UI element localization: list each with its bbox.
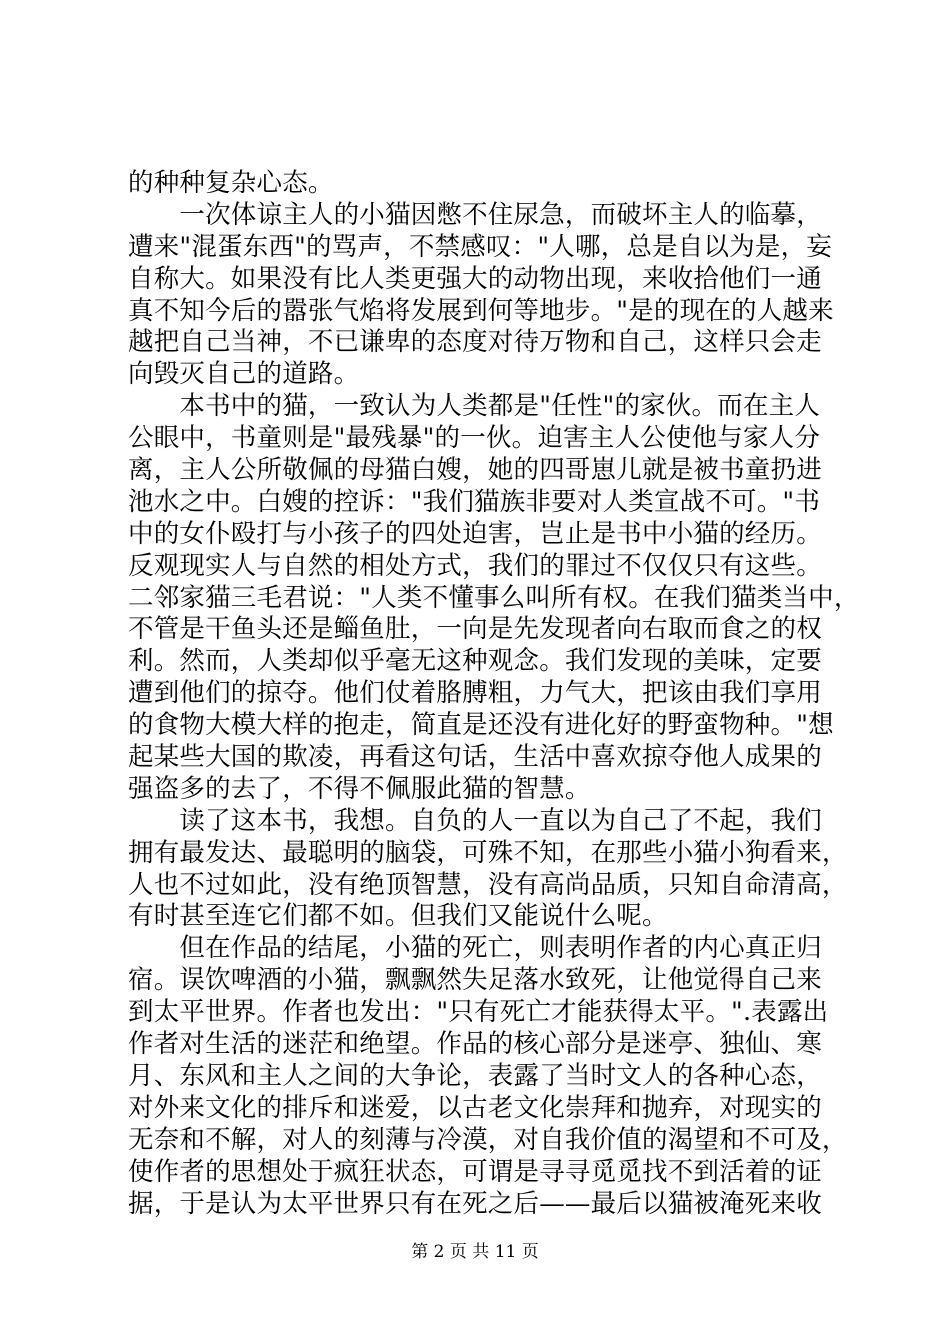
- text-line: 强盗多的去了，不得不佩服此猫的智慧。: [128, 773, 591, 804]
- text-line: 有时甚至连它们都不如。但我们又能说什么呢。: [128, 901, 668, 932]
- document-body: [128, 168, 860, 1220]
- text-line: 池水之中。白嫂的控诉："我们猫族非要对人类宣战不可。"书: [128, 486, 821, 517]
- text-line: 遭到他们的掠夺。他们仗着胳膊粗，力气大，把该由我们享用: [128, 678, 822, 709]
- text-line: 人也不过如此，没有绝顶智慧，没有高尚品质，只知自命清高，: [128, 869, 848, 900]
- text-line: 的食物大模大样的抱走，简直是还没有进化好的野蛮物种。"想: [128, 710, 834, 741]
- text-line: 自称大。如果没有比人类更强大的动物出现，来收拾他们一通: [128, 263, 822, 294]
- text-line: 但在作品的结尾，小猫的死亡，则表明作者的内心真正归: [128, 933, 822, 964]
- text-line: 利。然而，人类却似乎毫无这种观念。我们发现的美味，定要: [128, 646, 822, 677]
- text-line: 本书中的猫，一致认为人类都是"任性"的家伙。而在主人: [128, 391, 821, 422]
- text-line: 向毁灭自己的道路。: [128, 359, 360, 390]
- text-line: 二邻家猫三毛君说："人类不懂事么叫所有权。在我们猫类当中，: [128, 582, 860, 613]
- text-line: 反观现实人与自然的相处方式，我们的罪过不仅仅只有这些。: [128, 550, 822, 581]
- text-line: 宿。误饮啤酒的小猫，飘飘然失足落水致死，让他觉得自己来: [128, 965, 822, 996]
- text-line: 离，主人公所敬佩的母猫白嫂，她的四哥崽儿就是被书童扔进: [128, 455, 822, 486]
- text-line: 读了这本书，我想。自负的人一直以为自己了不起，我们: [128, 805, 822, 836]
- text-line: 拥有最发达、最聪明的脑袋，可殊不知，在那些小猫小狗看来，: [128, 837, 848, 868]
- text-line: 据，于是认为太平世界只有在死之后——最后以猫被淹死来收: [128, 1188, 822, 1219]
- text-line: 越把自己当神，不已谦卑的态度对待万物和自己，这样只会走: [128, 327, 822, 358]
- text-line: 使作者的思想处于疯狂状态，可谓是寻寻觅觅找不到活着的证: [128, 1156, 822, 1187]
- text-line: 真不知今后的嚣张气焰将发展到何等地步。"是的现在的人越来: [128, 295, 834, 326]
- text-line: 一次体谅主人的小猫因憋不住尿急，而破坏主人的临摹，: [128, 199, 822, 230]
- text-line: 作者对生活的迷茫和绝望。作品的核心部分是迷亭、独仙、寒: [128, 1029, 822, 1060]
- text-line: 遭来"混蛋东西"的骂声，不禁感叹："人哪，总是自以为是，妄: [128, 231, 832, 262]
- text-line: 起某些大国的欺凌，再看这句话，生活中喜欢掠夺他人成果的: [128, 742, 822, 773]
- text-line: 无奈和不解，对人的刻薄与冷漠，对自我价值的渴望和不可及，: [128, 1124, 848, 1155]
- page-number-footer: 第 2 页 共 11 页: [411, 1242, 539, 1262]
- text-line: 公眼中，书童则是"最残暴"的一伙。迫害主人公使他与家人分: [128, 423, 821, 454]
- text-line: 月、东风和主人之间的大争论，表露了当时文人的各种心态，: [128, 1060, 822, 1091]
- text-line: 不管是干鱼头还是鲻鱼肚，一向是先发现者向右取而食之的权: [128, 614, 822, 645]
- text-line: 到太平世界。作者也发出："只有死亡才能获得太平。".表露出: [128, 997, 829, 1028]
- text-line: 的种种复杂心态。: [128, 168, 334, 198]
- text-line: 对外来文化的排斥和迷爱，以古老文化崇拜和抛弃，对现实的: [128, 1092, 822, 1123]
- text-line: 中的女仆殴打与小孩子的四处迫害，岂止是书中小猫的经历。: [128, 518, 822, 549]
